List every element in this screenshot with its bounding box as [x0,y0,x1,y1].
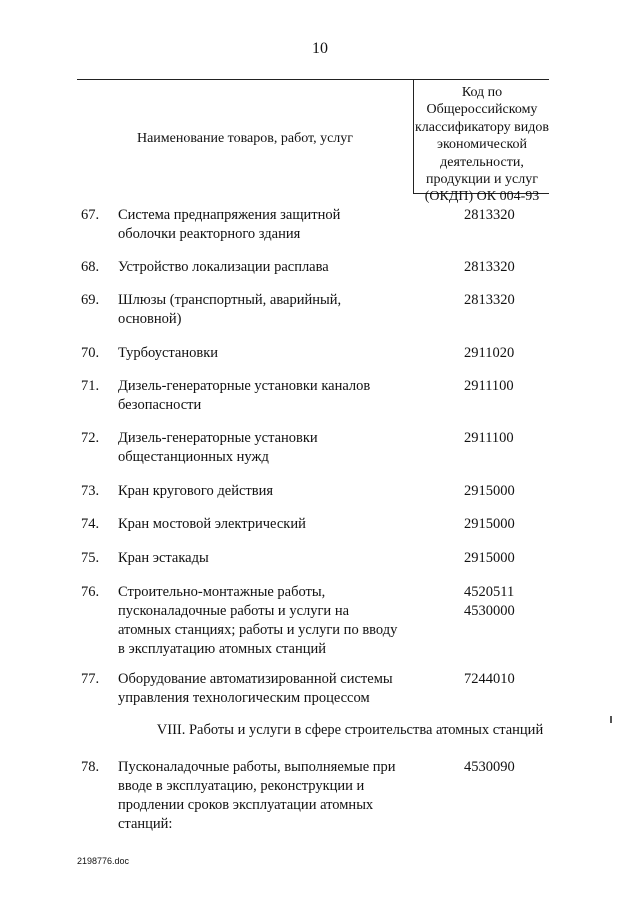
row-name [118,291,418,329]
row-name-line: общестанционных нужд [118,449,269,465]
row-number: 71. [81,378,100,394]
table-top-rule [77,79,549,80]
row-name-line: Дизель-генераторные установки каналов [118,378,371,394]
row-name-line: пусконаладочные работы и услуги на [118,603,350,619]
row-code-value: 2911020 [464,345,515,361]
row-name [118,258,418,277]
row-name-line: безопасности [118,397,202,413]
row-name-line: Кран кругового действия [118,483,274,499]
page-number: 10 [312,40,328,57]
row-code [464,758,544,777]
row-code-value: 2911100 [464,430,514,446]
row-code [464,549,544,568]
row-name-line: станций: [118,816,173,832]
row-code-value: 2915000 [464,550,515,566]
row-name-line: продлении сроков эксплуатации атомных [118,797,374,813]
code-header-line: экономической [436,137,528,153]
row-code [464,206,544,225]
row-number: 77. [81,671,100,687]
row-code-value: 7244010 [464,671,515,687]
row-number: 68. [81,259,100,275]
row-name [118,670,418,708]
row-code [464,515,544,534]
code-header-line: классификатору видов [414,119,549,135]
code-header-line: Код по [461,85,503,100]
row-number: 74. [81,516,100,532]
row-code-value: 2813320 [464,207,515,223]
row-name-line: управления технологическим процессом [118,690,370,706]
row-code [464,670,544,689]
row-code [464,344,544,363]
row-name-line: Пусконаладочные работы, выполняемые при [118,759,396,775]
row-code-value: 4530090 [464,759,515,775]
row-name-line: Устройство локализации расплава [118,259,329,275]
row-name-line: Оборудование автоматизированной системы [118,671,393,687]
row-number: 70. [81,345,100,361]
row-name [118,344,418,363]
row-name-line: Турбоустановки [118,345,219,361]
code-column-header [414,84,550,206]
row-name-line: Кран эстакады [118,550,209,566]
row-code [464,482,544,501]
row-code [464,291,544,310]
code-header-line: (ОКДП) ОК 004-93 [424,189,540,205]
row-number: 67. [81,207,100,223]
row-code-value: 2911100 [464,378,514,394]
row-name [118,429,418,467]
row-name-line: в эксплуатацию атомных станций [118,641,327,657]
row-name-line: Система преднапряжения защитной [118,207,341,223]
row-number: 69. [81,292,100,308]
row-name-line: вводе в эксплуатацию, реконструкции и [118,778,365,794]
row-name [118,549,418,568]
row-code-value: 2915000 [464,483,515,499]
row-name-line: Кран мостовой электрический [118,516,306,532]
row-number: 76. [81,584,100,600]
row-code [464,429,544,448]
row-code [464,583,544,621]
row-name-line: Строительно-монтажные работы, [118,584,326,600]
row-number: 75. [81,550,100,566]
row-name-line: оболочки реакторного здания [118,226,301,242]
footer-filename: 2198776.doc [77,856,130,866]
row-name [118,377,418,415]
row-name [118,206,418,244]
row-name [118,758,418,834]
name-column-header: Наименование товаров, работ, услуг [136,131,354,146]
code-header-line: продукции и услуг [426,172,538,188]
row-name [118,583,418,659]
row-code-value: 4530000 [464,603,515,619]
row-number: 72. [81,430,100,446]
row-name-line: Шлюзы (транспортный, аварийный, [118,292,342,308]
margin-mark [610,716,612,723]
row-number: 78. [81,759,100,775]
row-name [118,482,418,501]
code-header-line: Общероссийскому [426,102,538,118]
row-number: 73. [81,483,100,499]
row-name [118,515,418,534]
row-code [464,377,544,396]
section-title: VIII. Работы и услуги в сфере строительства атомных станций [156,722,544,738]
row-code [464,258,544,277]
row-code-value: 2915000 [464,516,515,532]
row-code-value: 4520511 [464,584,515,600]
code-header-line: деятельности, [440,154,524,170]
row-name-line: Дизель-генераторные установки [118,430,318,446]
row-code-value: 2813320 [464,259,515,275]
row-name-line: атомных станциях; работы и услуги по вводу [118,622,398,638]
row-code-value: 2813320 [464,292,515,308]
row-name-line: основной) [118,311,182,327]
